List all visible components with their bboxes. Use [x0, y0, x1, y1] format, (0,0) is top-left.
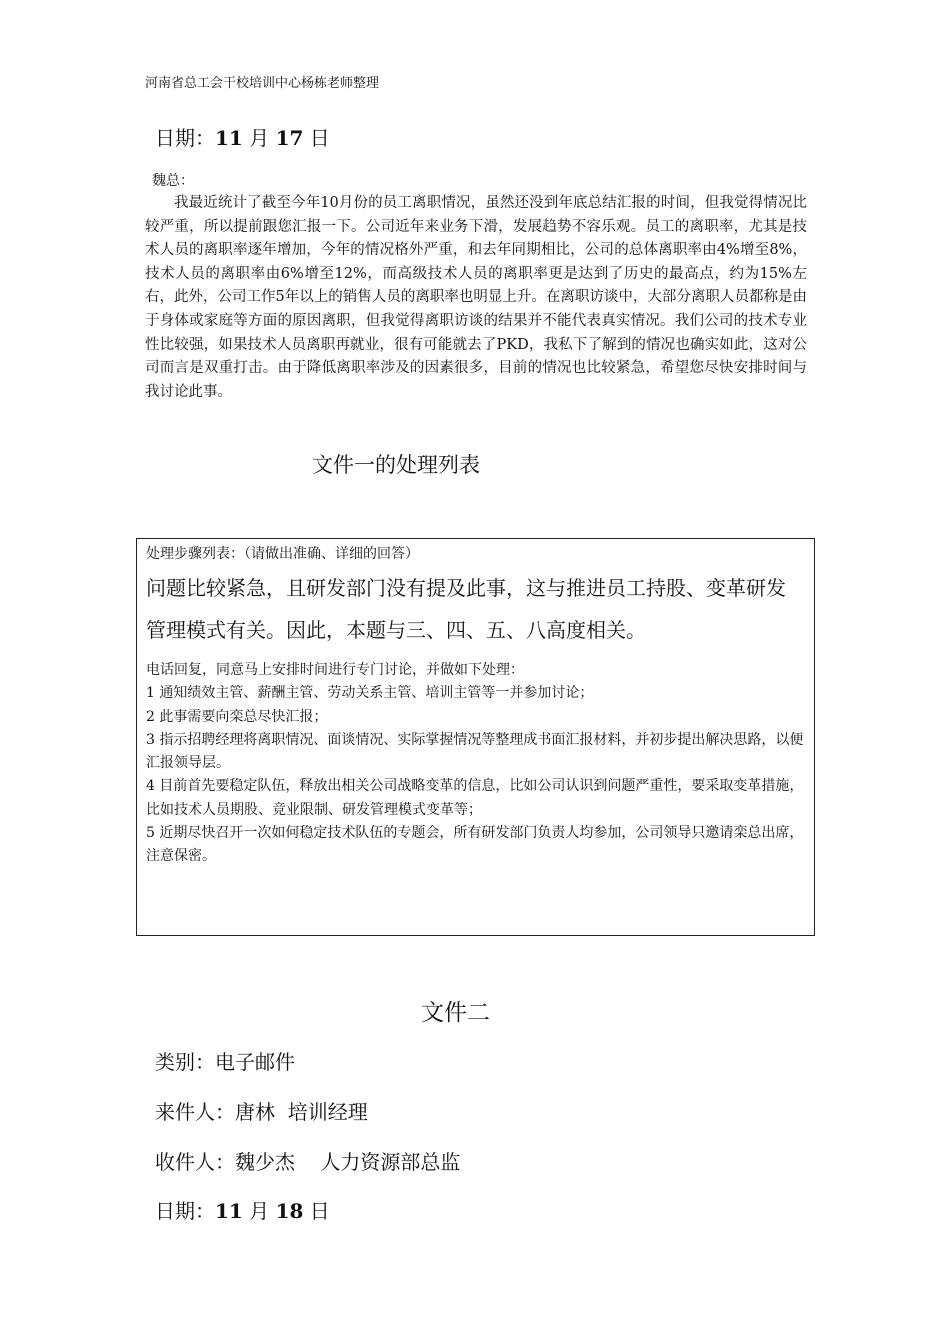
date-month-unit: 月	[249, 126, 270, 150]
memo-body: 我最近统计了截至今年10月份的员工离职情况，虽然还没到年底总结汇报的时间，但我觉得情况比较严重，所以提前跟您汇报一下。公司近年来业务下滑，发展趋势不容乐观。员工的离职率，尤其是技术人员的离职率逐年增加，今年的情况格外严重，和去年同期相比，公司的总体离职率由4%增至8%，技术人员的离职率由6%增至12%，而高级技术人员的离职率更是达到了历史的最高点，约为15%左右，此外，公司工作5年以上的销售人员的离职率也明显上升。在离职访谈中，大部分离职人员都称是由于身体或家庭等方面的原因离职，但我觉得离职访谈的结果并不能代表真实情况。我们公司的技术专业性比较强，如果技术人员离职再就业，很有可能就去了PKD，我私下了解到的情况也确实如此，这对公司而言是双重打击。由于降低离职率涉及的因素很多，目前的情况也比较紧急，希望您尽快安排时间与我讨论此事。	[145, 195, 807, 400]
answer-steps	[146, 659, 805, 869]
date-day: 17	[275, 126, 304, 150]
file2-recipient: 收件人：魏少杰 人力资源部总监	[155, 1150, 461, 1174]
file1-date	[155, 122, 330, 151]
date-day-unit: 日	[309, 1199, 330, 1223]
answer-step: 1 通知绩效主管、薪酬主管、劳动关系主管、培训主管等一并参加讨论；	[146, 685, 594, 702]
file2-sender: 来件人：唐林 培训经理	[155, 1100, 368, 1124]
answer-step: 2 此事需要向栾总尽快汇报；	[146, 708, 328, 725]
answer-summary: 问题比较紧急，且研发部门没有提及此事，这与推进员工持股、变革研发管理模式有关。因此，本题与三、四、五、八高度相关。	[146, 576, 786, 642]
date-month: 11	[215, 126, 243, 150]
date-label: 日期：	[155, 126, 215, 150]
answer-box-heading: 处理步骤列表：（请做出准确、详细的回答）	[146, 546, 419, 562]
memo-salutation: 魏总：	[152, 173, 194, 189]
answer-step: 4 目前首先要稳定队伍，释放出相关公司战略变革的信息，比如公司认识到问题严重性，要采取变革措施，比如技术人员期股、竞业限制、研发管理模式变革等；	[146, 778, 804, 818]
date-month: 11	[215, 1199, 243, 1223]
date-label: 日期：	[155, 1199, 215, 1223]
date-month-unit: 月	[249, 1199, 270, 1223]
date-day: 18	[275, 1199, 304, 1223]
header-note: 河南省总工会干校培训中心杨栋老师整理	[145, 76, 380, 91]
date-day-unit: 日	[309, 126, 330, 150]
answer-step: 3 指示招聘经理将离职情况、面谈情况、实际掌握情况等整理成书面汇报材料，并初步提出解决思路，以便汇报领导层。	[146, 731, 804, 772]
file2-category: 类别：电子邮件	[155, 1050, 295, 1074]
file2-date	[155, 1195, 330, 1224]
answer-box	[136, 538, 815, 936]
handling-list-title: 文件一的处理列表	[312, 453, 480, 477]
answer-step: 5 近期尽快召开一次如何稳定技术队伍的专题会，所有研发部门负责人均参加，公司领导只邀请栾总出席，注意保密。	[146, 825, 804, 865]
file2-title: 文件二	[421, 1000, 490, 1026]
answer-step: 电话回复，同意马上安排时间进行专门讨论，并做如下处理：	[146, 662, 524, 678]
